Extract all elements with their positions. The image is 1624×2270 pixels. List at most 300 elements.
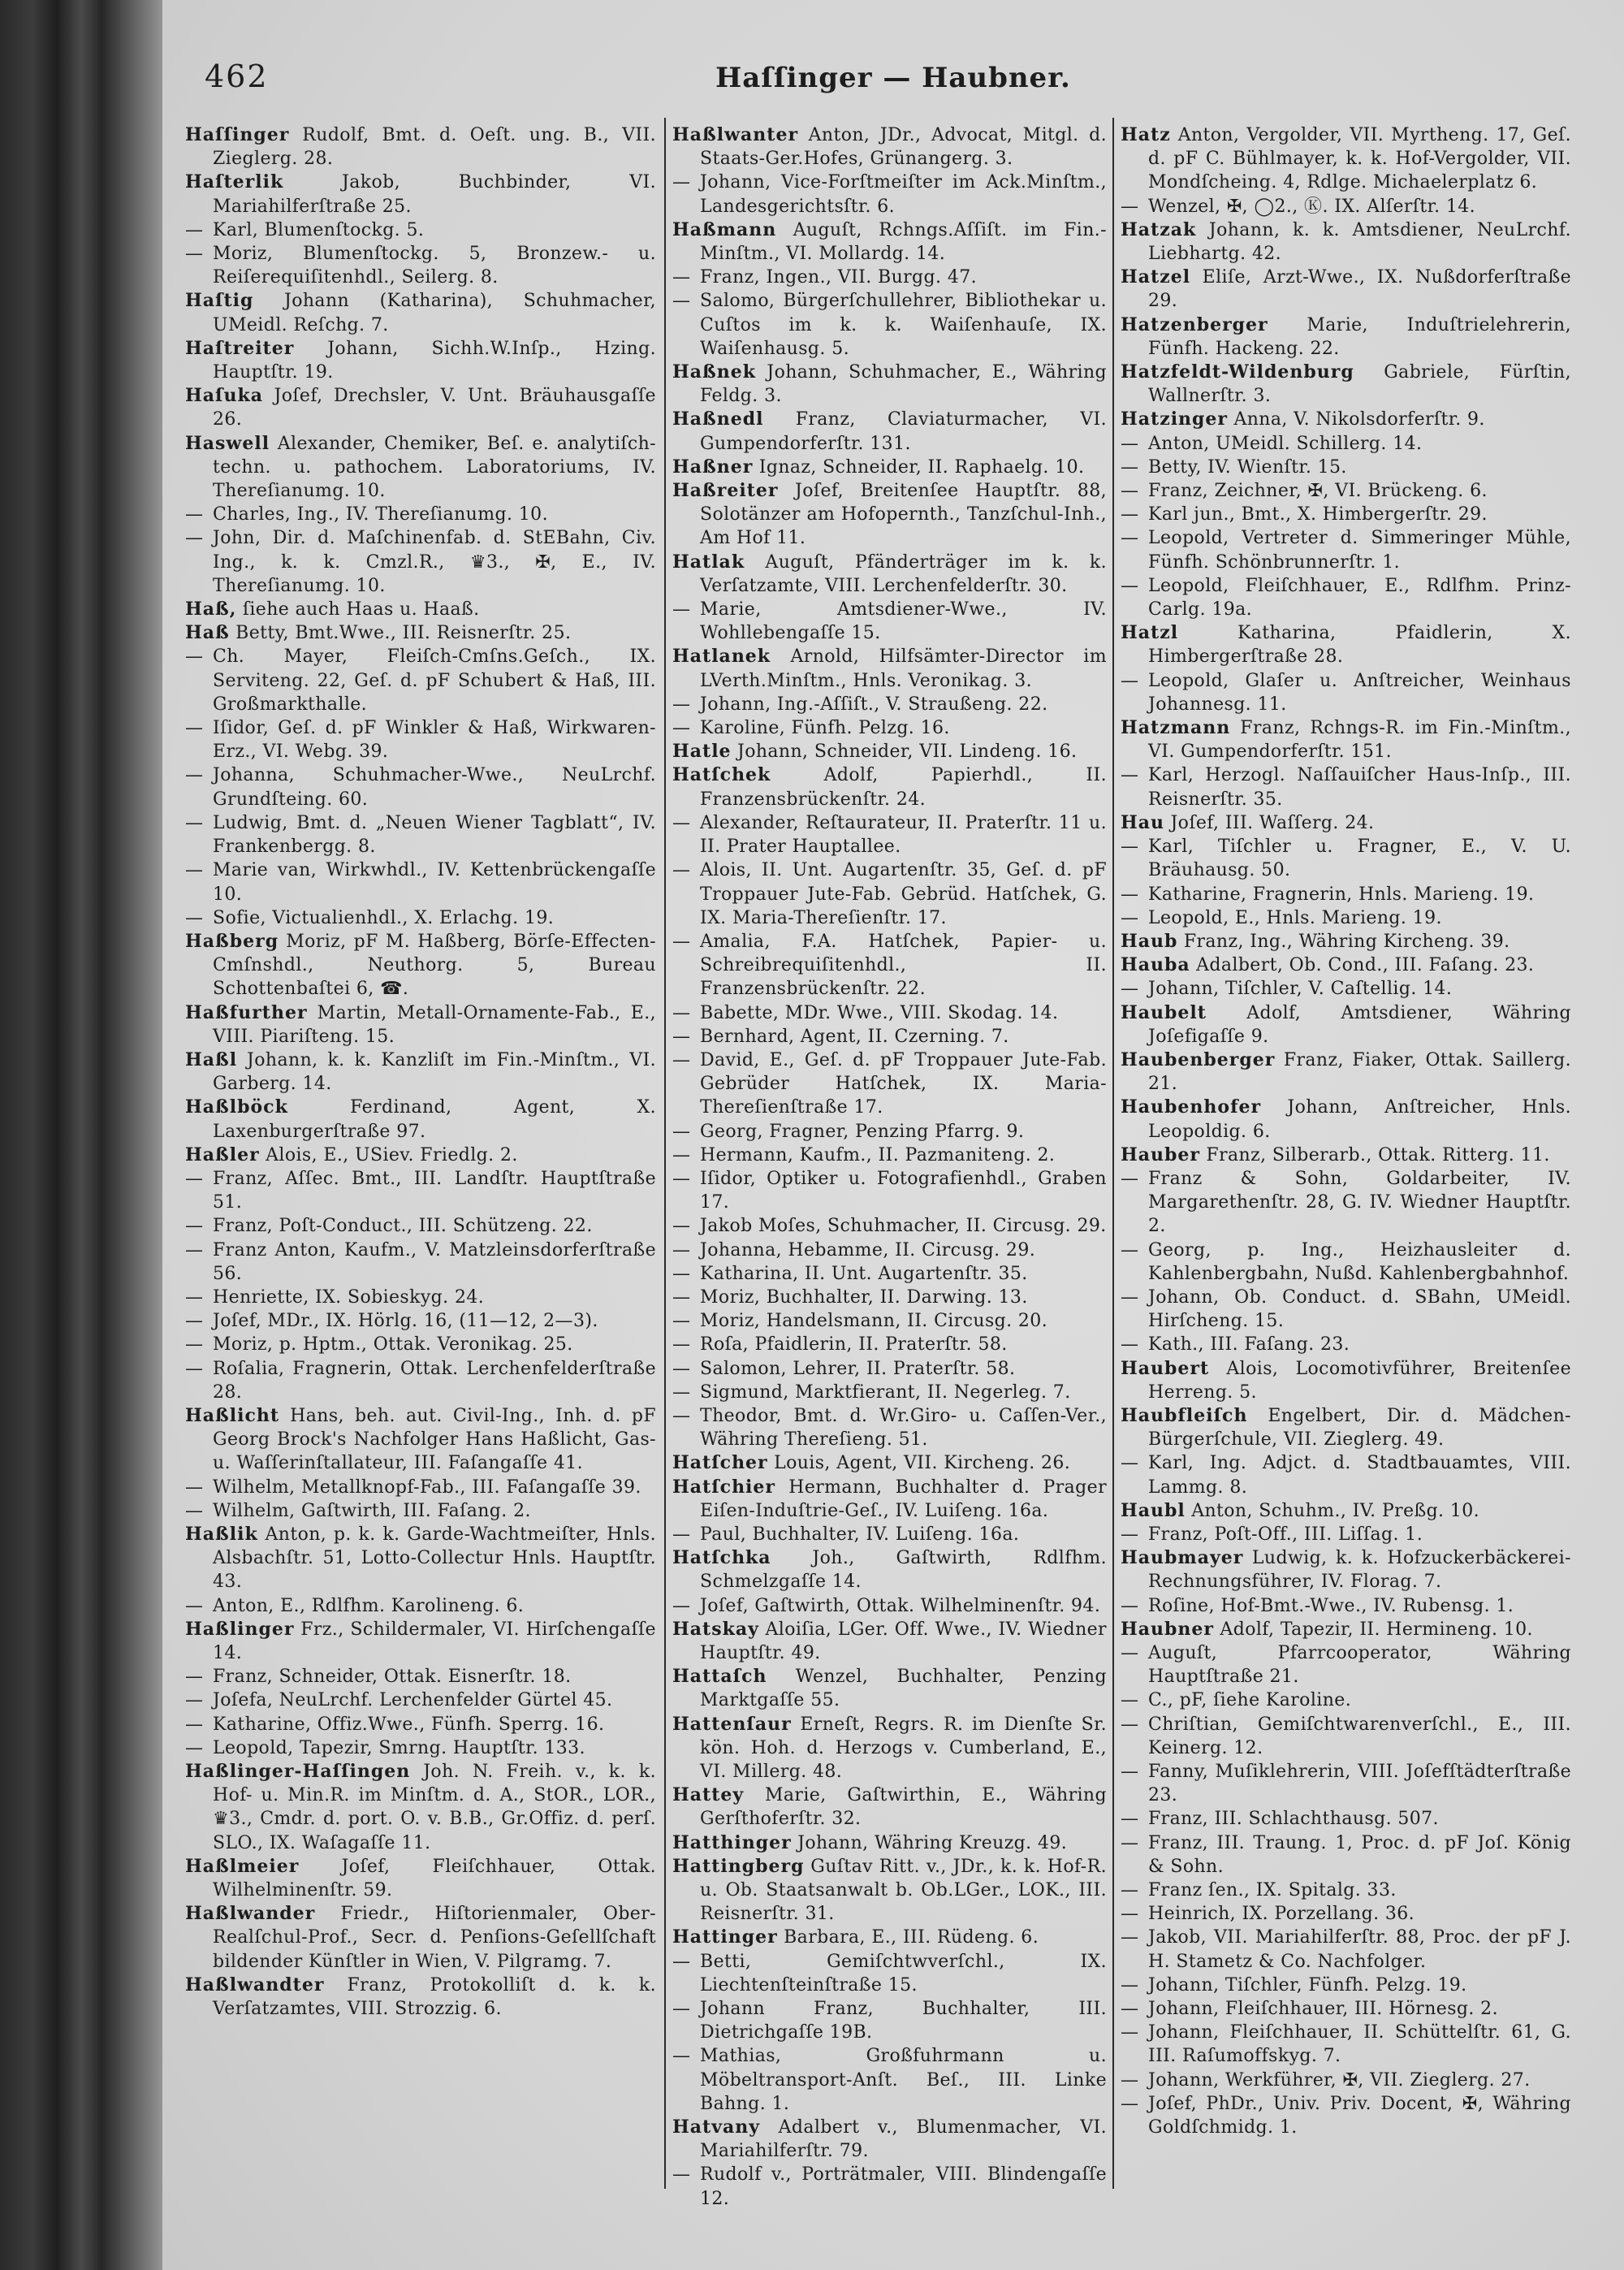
entry-surname: Hatlanek (672, 646, 771, 668)
entry-surname: Haßreiter (672, 480, 779, 502)
entry-details: Joſef, PhDr., Univ. Priv. Docent, ✠, Währing Goldſchmidg. 1. (1148, 2093, 1571, 2138)
directory-subentry (672, 1404, 1107, 1451)
entry-details: Martin, Metall-Ornamente-Fab., E., VIII. Piariſteng. 15. (213, 1002, 656, 1047)
entry-details: Barbara, E., III. Rüdeng. 6. (784, 1927, 1039, 1948)
repeat-name-dash: — (1121, 196, 1139, 217)
entry-details: Hermann, Kaufm., II. Pazmaniteng. 2. (700, 1144, 1056, 1165)
entry-surname: Hatle (672, 741, 732, 763)
entry-details: Alois, E., USiev. Friedlg. 2. (266, 1144, 518, 1165)
entry-surname: Haßl (185, 1049, 238, 1070)
entry-details: Heinrich, IX. Porzellang. 36. (1148, 1904, 1415, 1925)
directory-entry (672, 1665, 1107, 1712)
entry-details: C., pF, ſiehe Karoline. (1148, 1690, 1352, 1711)
directory-subentry (1121, 1902, 1571, 1926)
column-divider (1112, 118, 1114, 2189)
page-number: 462 (205, 58, 269, 94)
directory-entry (185, 598, 656, 621)
directory-entry (1121, 1618, 1571, 1641)
directory-entry (672, 1451, 1107, 1475)
entry-details: Johann, Vice-Forſtmeiſter im Ack.Minſtm., Landesgerichtsſtr. 6. (700, 172, 1107, 217)
entry-details: Johann, Fleiſchhauer, II. Schüttelſtr. 61, G. III. Raſumoffskyg. 7. (1148, 2022, 1571, 2067)
directory-entry (185, 1096, 656, 1143)
repeat-name-dash: — (1121, 1880, 1139, 1901)
entry-details: Ch. Mayer, Fleiſch-Cmſns.Geſch., IX. Serviteng. 22, Geſ. d. pF Schubert & Haß, III. Großmarkthalle. (213, 646, 656, 715)
entry-details: Hermann, Buchhalter d. Prager Eiſen-Induſtrie-Geſ., IV. Luiſeng. 16a. (700, 1477, 1107, 1521)
entry-details: Adolf, Amtsdiener, Währing Joſefigaſſe 9. (1148, 1002, 1571, 1047)
entry-surname: Haubenberger (1121, 1049, 1276, 1070)
entry-details: Leopold, Fleiſchhauer, E., Rdlfhm. Prinz-Carlg. 19a. (1148, 575, 1571, 620)
directory-subentry (1121, 906, 1571, 930)
directory-entry (185, 621, 656, 645)
entry-details: Frz., Schildermaler, VI. Hirſchengaſſe 14. (213, 1619, 656, 1663)
entry-details: Johann, Schuhmacher, E., Währing Feldg. 3. (700, 362, 1107, 407)
entry-details: Leopold, Tapezir, Smrng. Hauptſtr. 133. (213, 1737, 585, 1758)
repeat-name-dash: — (1121, 907, 1139, 928)
directory-subentry (1121, 1167, 1571, 1239)
directory-entry (185, 384, 656, 431)
entry-details: Auguſt, Pfänderträger im k. k. Verſatzamte, VIII. Lerchenfelderſtr. 30. (700, 551, 1107, 596)
repeat-name-dash: — (1121, 765, 1139, 786)
entry-details: Jakob, Buchbinder, VI. Mariahilferſtraße 25. (213, 172, 656, 217)
entry-details: Georg, p. Ing., Heizhausleiter d. Kahlenbergbahn, Nußd. Kahlenbergbahnhof. (1148, 1239, 1571, 1284)
directory-subentry (672, 2044, 1107, 2116)
directory-subentry (672, 1286, 1107, 1309)
repeat-name-dash: — (185, 1690, 204, 1711)
directory-subentry (185, 1665, 656, 1688)
directory-subentry (1121, 2069, 1571, 2092)
entry-surname: Haßner (672, 456, 754, 478)
repeat-name-dash: — (185, 1286, 204, 1308)
entry-details: Wenzel, Buchhalter, Penzing Marktgaſſe 55. (700, 1667, 1107, 1711)
directory-subentry (1121, 1713, 1571, 1760)
repeat-name-dash: — (1121, 1999, 1139, 2020)
repeat-name-dash: — (1121, 456, 1139, 478)
directory-subentry (185, 1309, 656, 1333)
entry-surname: Hauba (1121, 954, 1190, 976)
repeat-name-dash: — (1121, 670, 1139, 691)
repeat-name-dash: — (672, 1286, 691, 1308)
directory-entry (1121, 1357, 1571, 1404)
repeat-name-dash: — (1121, 884, 1139, 905)
entry-surname: Hattaſch (672, 1666, 767, 1688)
repeat-name-dash: — (672, 1405, 691, 1426)
directory-entry (1121, 218, 1571, 266)
directory-entry (672, 645, 1107, 692)
repeat-name-dash: — (1121, 1524, 1139, 1545)
entry-details: Moriz, Handelsmann, II. Circusg. 20. (700, 1311, 1048, 1332)
repeat-name-dash: — (672, 599, 691, 620)
repeat-name-dash: — (672, 1216, 691, 1237)
directory-entry (672, 218, 1107, 266)
directory-entry (672, 1784, 1107, 1831)
entry-details: Karl jun., Bmt., X. Himbergerſtr. 29. (1148, 504, 1488, 525)
directory-entry (1121, 313, 1571, 361)
repeat-name-dash: — (185, 646, 204, 668)
directory-subentry (1121, 1974, 1571, 1997)
entry-details: Johann, Fleiſchhauer, III. Hörnesg. 2. (1148, 1999, 1498, 2020)
entry-details: Adalbert v., Blumenmacher, VI. Mariahilferſtr. 79. (700, 2117, 1107, 2162)
repeat-name-dash: — (672, 860, 691, 881)
repeat-name-dash: — (672, 1311, 691, 1332)
repeat-name-dash: — (1121, 575, 1139, 596)
entry-details: Marie van, Wirkwhdl., IV. Kettenbrückengaſſe 10. (213, 860, 656, 905)
entry-surname: Hatthinger (672, 1831, 792, 1853)
entry-details: Bernhard, Agent, II. Czerning. 7. (700, 1026, 1009, 1047)
directory-entry (672, 1831, 1107, 1855)
entry-details: Jakob, VII. Mariahilferſtr. 88, Proc. der pF J. H. Stametz & Co. Nachfolger. (1148, 1927, 1571, 1972)
entry-details: Johann, Währing Kreuzg. 49. (797, 1832, 1068, 1853)
repeat-name-dash: — (185, 219, 204, 240)
entry-details: Johann, Anſtreicher, Hnls. Leopoldig. 6. (1148, 1097, 1571, 1142)
entry-surname: Haßlinger-Haſſingen (185, 1761, 411, 1783)
entry-surname: Haßmann (672, 218, 777, 240)
entry-details: Roſalia, Fragnerin, Ottak. Lerchenfelderſtraße 28. (213, 1358, 656, 1403)
entry-surname: Hattinger (672, 1926, 778, 1948)
entry-surname: Hatzak (1121, 218, 1197, 240)
repeat-name-dash: — (1121, 1974, 1139, 1995)
entry-details: Joſef, III. Waſſerg. 24. (1170, 812, 1375, 833)
directory-subentry (1121, 835, 1571, 882)
entry-surname: Hattenſaur (672, 1713, 792, 1735)
repeat-name-dash: — (1121, 1904, 1139, 1925)
repeat-name-dash: — (1121, 1239, 1139, 1260)
directory-subentry (1121, 763, 1571, 811)
entry-details: Johann (Katharina), Schuhmacher, UMeidl. Reſchg. 7. (213, 291, 656, 335)
directory-entry (672, 2116, 1107, 2163)
entry-details: Wilhelm, Metallknopf-Fab., III. Faſangaſſe 39. (213, 1477, 641, 1498)
entry-details: Marie, Induſtrielehrerin, Fünfh. Hackeng. 22. (1148, 314, 1571, 359)
entry-surname: Hatzenberger (1121, 313, 1268, 335)
directory-entry (672, 1855, 1107, 1926)
entry-surname: Haßfurther (185, 1001, 308, 1023)
directory-subentry (185, 858, 656, 906)
entry-details: Anton, Vergolder, VII. Myrtheng. 17, Geſ. d. pF C. Bühlmayer, k. k. Hof-Vergolder, VII. Mondſcheing. 4, Rdlge. Michaelerplatz 6. (1148, 125, 1571, 193)
repeat-name-dash: — (1121, 1809, 1139, 1830)
directory-subentry (1121, 1997, 1571, 2021)
directory-subentry (672, 1144, 1107, 1167)
directory-subentry (1121, 503, 1571, 526)
directory-subentry (672, 1381, 1107, 1404)
entry-surname: Hatzmann (1121, 717, 1231, 739)
entry-surname: Haßlmeier (185, 1855, 300, 1877)
directory-subentry (185, 1167, 656, 1214)
repeat-name-dash: — (185, 1500, 204, 1521)
entry-details: Iſidor, Optiker u. Fotografienhdl., Graben 17. (700, 1168, 1107, 1213)
directory-subentry (672, 1049, 1107, 1120)
entry-surname: Haßlböck (185, 1096, 288, 1118)
entry-surname: Haſtreiter (185, 337, 295, 359)
directory-entry (185, 123, 656, 171)
directory-subentry (1121, 2092, 1571, 2139)
repeat-name-dash: — (672, 1999, 691, 2020)
entry-details: Johann, Ing.-Aſſiſt., V. Straußeng. 22. (700, 694, 1048, 715)
directory-entry (672, 1713, 1107, 1784)
entry-details: Paul, Buchhalter, IV. Luiſeng. 16a. (700, 1524, 1020, 1545)
repeat-name-dash: — (672, 267, 691, 288)
entry-surname: Haubner (1121, 1618, 1215, 1640)
entry-details: Johann, Tiſchler, V. Caſtellig. 14. (1148, 979, 1453, 1000)
entry-surname: Haß, (185, 599, 237, 620)
entry-details: Franz, Protokolliſt d. k. k. Verſatzamtes, VIII. Strozzig. 6. (213, 1974, 656, 2020)
directory-subentry (1121, 1807, 1571, 1831)
directory-subentry (672, 1001, 1107, 1025)
repeat-name-dash: — (185, 1311, 204, 1332)
repeat-name-dash: — (1121, 2069, 1139, 2091)
entry-details: Karoline, Fünfh. Pelzg. 16. (700, 718, 950, 739)
entry-details: Johann, Ob. Conduct. d. SBahn, UMeidl. Hirſcheng. 15. (1148, 1286, 1571, 1332)
repeat-name-dash: — (672, 1334, 691, 1356)
running-head: Haſſinger — Haubner. (715, 62, 1071, 94)
entry-details: Betty, IV. Wienſtr. 15. (1148, 456, 1347, 478)
entry-details: Franz, Poſt-Off., III. Liſſag. 1. (1148, 1524, 1423, 1545)
entry-details: Adolf, Papierhdl., II. Franzensbrückenſtr. 24. (700, 765, 1107, 810)
repeat-name-dash: — (185, 718, 204, 739)
directory-subentry (1121, 1239, 1571, 1286)
entry-details: Aloiſia, LGer. Off. Wwe., IV. Wiedner Hauptſtr. 49. (700, 1619, 1107, 1663)
directory-subentry (185, 242, 656, 289)
repeat-name-dash: — (1121, 2022, 1139, 2043)
directory-subentry (185, 1357, 656, 1404)
repeat-name-dash: — (185, 1477, 204, 1498)
entry-surname: Haſſinger (185, 124, 290, 145)
entry-surname: Haßlwanter (672, 124, 799, 145)
repeat-name-dash: — (185, 812, 204, 833)
entry-details: Johann, Tiſchler, Fünfh. Pelzg. 19. (1148, 1974, 1467, 1995)
repeat-name-dash: — (1121, 837, 1139, 858)
directory-entry (185, 171, 656, 218)
entry-details: ſiehe auch Haas u. Haaß. (242, 599, 480, 620)
directory-subentry (1121, 1926, 1571, 1973)
directory-entry (1121, 930, 1571, 953)
entry-surname: Hatskay (672, 1618, 759, 1640)
repeat-name-dash: — (185, 1334, 204, 1356)
directory-entry (1121, 1001, 1571, 1049)
entry-surname: Haßlwandter (185, 1974, 325, 1995)
directory-entry (672, 1476, 1107, 1523)
repeat-name-dash: — (672, 718, 691, 739)
directory-subentry (672, 858, 1107, 930)
directory-subentry (185, 811, 656, 858)
directory-entry (1121, 1096, 1571, 1143)
directory-entry (185, 1974, 656, 2021)
entry-surname: Haubl (1121, 1499, 1186, 1521)
repeat-name-dash: — (1121, 1690, 1139, 1711)
column-3 (1121, 123, 1571, 2139)
entry-surname: Hatz (1121, 124, 1171, 145)
directory-subentry (672, 1239, 1107, 1262)
entry-details: Ludwig, k. k. Hofzuckerbäckerei-Rechnungsführer, IV. Florag. 7. (1148, 1548, 1571, 1593)
directory-subentry (185, 1499, 656, 1523)
directory-subentry (185, 1476, 656, 1499)
repeat-name-dash: — (185, 1358, 204, 1379)
directory-entry (672, 456, 1107, 479)
entry-surname: Haßlinger (185, 1618, 295, 1640)
directory-entry (1121, 621, 1571, 668)
directory-subentry (672, 930, 1107, 1001)
entry-details: Anton, UMeidl. Schillerg. 14. (1148, 433, 1423, 454)
entry-details: Jakob Moſes, Schuhmacher, II. Circusg. 29. (700, 1216, 1107, 1237)
entry-details: Salomo, Bürgerſchullehrer, Bibliothekar u. Cuſtos im k. k. Waiſenhauſe, IX. Waiſenhausg. 5. (700, 291, 1107, 359)
entry-details: Anton, Schuhm., IV. Preßg. 10. (1191, 1500, 1480, 1521)
directory-subentry (672, 1950, 1107, 1997)
entry-details: Franz, Fiaker, Ottak. Saillerg. 21. (1148, 1049, 1571, 1095)
directory-subentry (185, 1239, 656, 1286)
entry-surname: Haß (185, 622, 230, 644)
directory-subentry (1121, 479, 1571, 503)
repeat-name-dash: — (672, 931, 691, 952)
entry-details: Auguſt, Pfarrcooperator, Währing Hauptſtraße 21. (1148, 1643, 1571, 1688)
entry-details: Engelbert, Dir. d. Mädchen-Bürgerſchule, VII. Zieglerg. 49. (1148, 1405, 1571, 1451)
directory-subentry (672, 1594, 1107, 1618)
entry-surname: Hauber (1121, 1144, 1201, 1165)
entry-surname: Hatſchek (672, 764, 771, 786)
repeat-name-dash: — (672, 1595, 691, 1616)
entry-details: Johann, k. k. Kanzliſt im Fin.-Minſtm., VI. Garberg. 14. (213, 1049, 656, 1095)
repeat-name-dash: — (672, 1144, 691, 1165)
entry-details: Franz, Zeichner, ✠, VI. Brückeng. 6. (1148, 481, 1488, 502)
repeat-name-dash: — (185, 907, 204, 928)
entry-details: Eliſe, Arzt-Wwe., IX. Nußdorferſtraße 29. (1148, 267, 1571, 312)
directory-entry (672, 479, 1107, 551)
entry-details: Alexander, Reſtaurateur, II. Praterſtr. 11 u. II. Prater Hauptallee. (700, 812, 1107, 858)
directory-entry (672, 1618, 1107, 1665)
entry-details: Franz, Claviaturmacher, VI. Gumpendorferſtr. 131. (700, 409, 1107, 454)
entry-details: Moriz, Buchhalter, II. Darwing. 13. (700, 1286, 1028, 1308)
entry-details: Babette, MDr. Wwe., VIII. Skodag. 14. (700, 1002, 1059, 1023)
directory-entry (185, 1760, 656, 1855)
directory-entry (672, 740, 1107, 763)
repeat-name-dash: — (672, 291, 691, 312)
repeat-name-dash: — (185, 860, 204, 881)
directory-entry (185, 289, 656, 336)
entry-details: Sigmund, Marktfierant, II. Negerleg. 7. (700, 1381, 1071, 1403)
repeat-name-dash: — (672, 1168, 691, 1189)
directory-subentry (1121, 432, 1571, 456)
entry-details: Henriette, IX. Sobieskyg. 24. (213, 1286, 485, 1308)
entry-surname: Hatſcher (672, 1452, 768, 1474)
entry-details: Alexander, Chemiker, Beſ. e. analytiſch-techn. u. pathochem. Laboratoriums, IV. Thereſianumg. 10. (213, 433, 656, 502)
repeat-name-dash: — (1121, 2093, 1139, 2114)
entry-details: Sofie, Victualienhdl., X. Erlachg. 19. (213, 907, 555, 928)
directory-subentry (672, 1167, 1107, 1214)
column-1 (185, 123, 656, 2021)
entry-details: Iſidor, Geſ. d. pF Winkler & Haß, Wirkwaren-Erz., VI. Webg. 39. (213, 718, 656, 763)
entry-details: Karl, Tiſchler u. Fragner, E., V. U. Bräuhausg. 50. (1148, 837, 1571, 881)
repeat-name-dash: — (672, 1951, 691, 1972)
entry-details: Guſtav Ritt. v., JDr., k. k. Hof-R. u. Ob. Staatsanwalt b. Ob.LGer., LOK., III. Reisnerſtr. 31. (700, 1856, 1107, 1925)
repeat-name-dash: — (672, 1002, 691, 1023)
repeat-name-dash: — (185, 1714, 204, 1735)
directory-subentry (1121, 1594, 1571, 1618)
directory-subentry (1121, 195, 1571, 218)
directory-subentry (1121, 1333, 1571, 1356)
entry-details: Johanna, Schuhmacher-Wwe., NeuLrchf. Grundſteing. 60. (213, 765, 656, 810)
entry-details: Katharina, II. Unt. Augartenſtr. 35. (700, 1263, 1028, 1284)
entry-surname: Haubfleiſch (1121, 1404, 1248, 1426)
entry-details: Erneſt, Regrs. R. im Dienſte Sr. kön. Hoh. d. Herzogs v. Cumberland, E., VI. Millerg. 48. (700, 1714, 1107, 1783)
entry-details: Johanna, Hebamme, II. Circusg. 29. (700, 1239, 1036, 1260)
repeat-name-dash: — (1121, 1927, 1139, 1948)
directory-subentry (672, 1997, 1107, 2044)
directory-subentry (672, 2163, 1107, 2210)
entry-surname: Haßnedl (672, 409, 764, 430)
entry-details: Alois, Locomotivführer, Breitenſee Herreng. 5. (1148, 1358, 1571, 1403)
directory-entry (1121, 361, 1571, 408)
directory-subentry (185, 1333, 656, 1356)
entry-details: Franz, Schneider, Ottak. Eisnerſtr. 18. (213, 1667, 572, 1688)
directory-entry (1121, 1404, 1571, 1451)
directory-entry (672, 408, 1107, 455)
entry-details: Auguſt, Rchngs.Aſſiſt. im Fin.-Minſtm., VI. Mollardg. 14. (700, 219, 1107, 265)
directory-entry (185, 1523, 656, 1594)
directory-subentry (1121, 669, 1571, 716)
entry-surname: Haßler (185, 1144, 260, 1165)
entry-details: Gabriele, Fürſtin, Wallnerſtr. 3. (1148, 362, 1571, 407)
entry-details: Franz, III. Schlachthausg. 507. (1148, 1809, 1439, 1830)
directory-subentry (672, 266, 1107, 289)
column-2 (672, 123, 1107, 2211)
entry-details: Alois, II. Unt. Augartenſtr. 35, Geſ. d. pF Troppauer Jute-Fab. Gebrüd. Hatſchek, G. IX. Maria-Thereſienſtr. 17. (700, 860, 1107, 928)
entry-details: Roſa, Pfaidlerin, II. Praterſtr. 58. (700, 1334, 1008, 1356)
entry-details: Salomon, Lehrer, II. Praterſtr. 58. (700, 1358, 1016, 1379)
directory-subentry (1121, 526, 1571, 573)
directory-subentry (185, 716, 656, 763)
directory-subentry (185, 218, 656, 242)
entry-details: John, Dir. d. Maſchinenfab. d. StEBahn, Civ. Ing., k. k. Cmzl.R., ♛3., ✠, E., IV. Thereſianumg. 10. (213, 528, 656, 596)
entry-details: Franz & Sohn, Goldarbeiter, IV. Margarethenſtr. 28, G. IV. Wiedner Hauptſtr. 2. (1148, 1168, 1571, 1237)
directory-entry (1121, 123, 1571, 195)
repeat-name-dash: — (185, 1595, 204, 1616)
entry-details: Wenzel, ✠, ◯2., Ⓚ. IX. Alſerſtr. 14. (1148, 196, 1476, 217)
entry-details: Karl, Blumenſtockg. 5. (213, 219, 425, 240)
directory-subentry (672, 1262, 1107, 1286)
directory-subentry (672, 1214, 1107, 1238)
entry-details: Katharine, Fragnerin, Hnls. Marieng. 19. (1148, 884, 1535, 905)
entry-details: Chriſtian, Gemiſchtwarenverſchl., E., III. Keinerg. 12. (1148, 1714, 1571, 1758)
directory-subentry (1121, 574, 1571, 621)
entry-surname: Haswell (185, 432, 270, 454)
directory-entry (1121, 1499, 1571, 1523)
repeat-name-dash: — (1121, 1832, 1139, 1853)
repeat-name-dash: — (672, 1524, 691, 1545)
directory-subentry (1121, 2021, 1571, 2068)
entry-details: Franz, III. Traung. 1, Proc. d. pF Joſ. König & Sohn. (1148, 1832, 1571, 1877)
directory-subentry (672, 1357, 1107, 1381)
directory-entry (185, 337, 656, 384)
entry-details: Adalbert, Ob. Cond., III. Faſang. 23. (1196, 955, 1535, 976)
directory-subentry (1121, 1831, 1571, 1879)
repeat-name-dash: — (1121, 433, 1139, 454)
repeat-name-dash: — (1121, 1643, 1139, 1663)
entry-details: Leopold, Glaſer u. Anſtreicher, Weinhaus Johannesg. 11. (1148, 670, 1571, 715)
entry-details: Franz, Silberarb., Ottak. Ritterg. 11. (1206, 1144, 1550, 1165)
repeat-name-dash: — (185, 244, 204, 265)
directory-subentry (1121, 977, 1571, 1001)
entry-details: Joſef, Breitenſee Hauptſtr. 88, Solotänzer am Hofopernth., Tanzſchul-Inh., Am Hof 11. (700, 481, 1107, 549)
entry-details: Ludwig, Bmt. d. „Neuen Wiener Tagblatt“, IV. Frankenbergg. 8. (213, 812, 656, 858)
directory-subentry (672, 1309, 1107, 1333)
entry-details: Karl, Ing. Adjct. d. Stadtbauamtes, VIII. Lammg. 8. (1148, 1453, 1571, 1498)
directory-subentry (672, 1025, 1107, 1049)
repeat-name-dash: — (185, 1737, 204, 1758)
entry-details: Johann, Werkführer, ✠, VII. Zieglerg. 27. (1148, 2069, 1531, 2091)
directory-subentry (185, 1736, 656, 1760)
directory-subentry (185, 1688, 656, 1712)
repeat-name-dash: — (1121, 481, 1139, 502)
entry-surname: Hatſchier (672, 1476, 776, 1498)
directory-entry (1121, 811, 1571, 835)
directory-entry (185, 1144, 656, 1167)
